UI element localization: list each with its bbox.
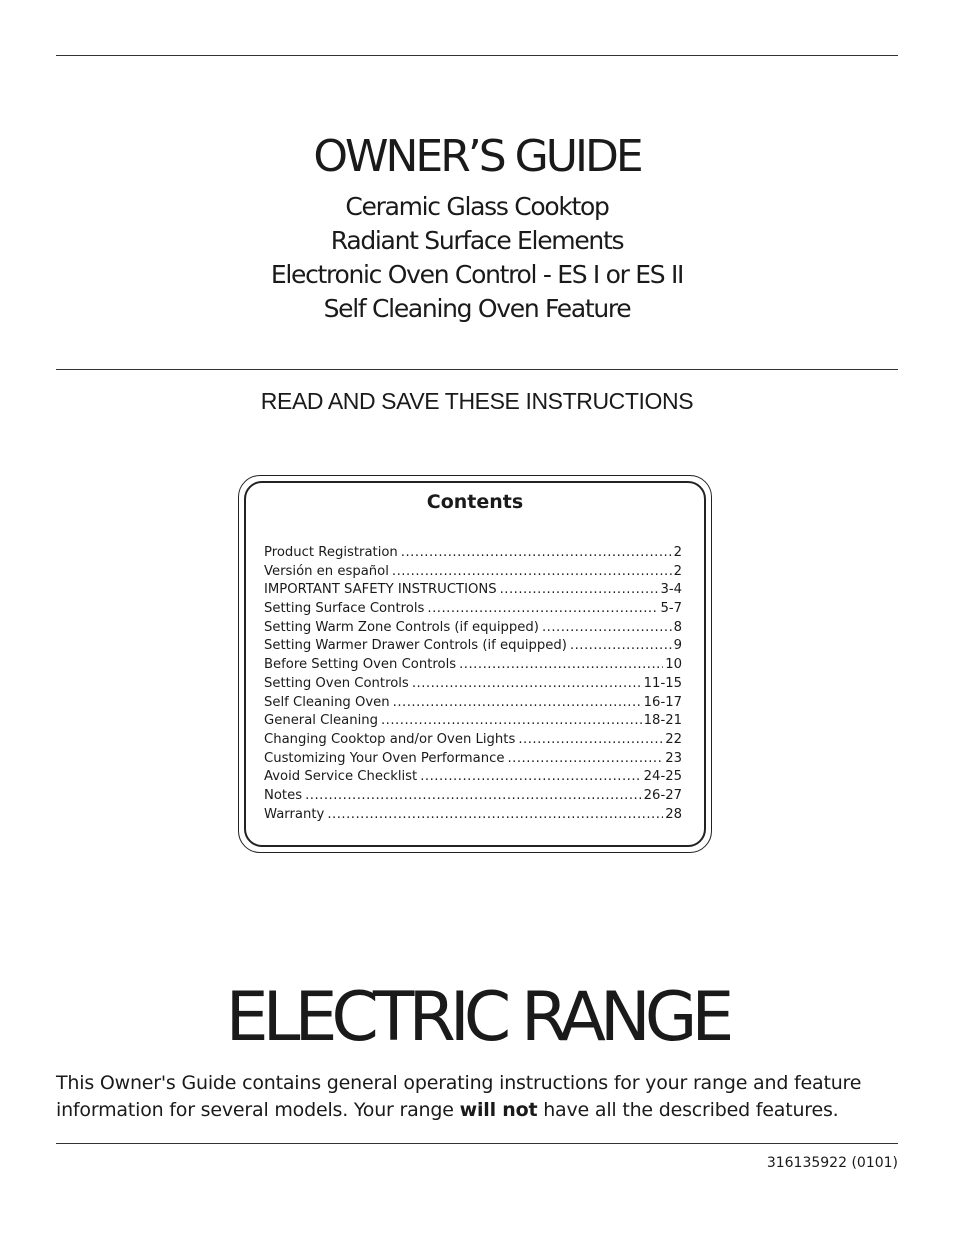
contents-item-page: 22 [665,731,682,747]
contents-item [264,806,682,825]
contents-item-label: Notes [264,787,303,803]
contents-item-label: Setting Oven Controls [264,675,409,691]
subtitle-cooktop: Ceramic Glass Cooktop [345,192,609,221]
contents-item [264,544,682,563]
contents-item [264,712,682,731]
contents-item-page: 2 [673,563,682,579]
contents-item [264,768,682,787]
document-number: 316135922 (0101) [766,1155,898,1171]
contents-item-leader-dots [500,581,659,600]
page-title: OWNER’S GUIDE [313,131,641,182]
contents-item-page: 10 [665,657,682,673]
intro-text-start: This Owner's Guide contains general operating instructions for your range and feature information for several models. Your range [56,1072,862,1121]
contents-item-page: 2 [673,545,682,560]
contents-item-label: Versión en español [264,563,389,579]
intro-text-end: have all the described features. [537,1098,839,1121]
contents-item-leader-dots [507,750,663,769]
contents-item [264,600,682,619]
contents-item-page: 11-15 [643,675,682,691]
bottom-divider [56,1143,898,1144]
contents-item-label: Setting Surface Controls [264,601,425,617]
contents-item-leader-dots [412,675,642,694]
contents-list [264,544,682,824]
contents-item-leader-dots [381,712,642,731]
contents-item [264,563,682,582]
contents-item-label: Setting Warmer Drawer Controls (if equipped) [264,638,567,654]
contents-item-label: Warranty [264,806,325,822]
contents-item-leader-dots [327,806,663,825]
contents-item-page: 3-4 [660,582,682,598]
contents-item [264,619,682,638]
contents-item-page: 24-25 [643,769,682,785]
contents-item-page: 5-7 [660,601,682,617]
contents-item [264,581,682,600]
contents-item-leader-dots [459,656,663,675]
contents-item [264,787,682,806]
product-title: ELECTRIC RANGE [225,978,729,1057]
contents-item [264,675,682,694]
subtitle-oven-control: Electronic Oven Control - ES I or ES II [270,260,684,289]
contents-item-leader-dots [420,768,641,787]
contents-item-page: 28 [665,806,682,822]
contents-item [264,637,682,656]
contents-item-label: Customizing Your Oven Performance [264,750,505,766]
contents-item-leader-dots [305,787,642,806]
read-save-notice: READ AND SAVE THESE INSTRUCTIONS [260,388,694,414]
contents-item-label: Changing Cooktop and/or Oven Lights [264,731,516,747]
contents-item-label: Before Setting Oven Controls [264,657,457,673]
contents-item-page: 23 [665,750,682,766]
subtitle-group [0,190,954,326]
contents-item-leader-dots [542,619,672,638]
contents-item-label: General Cleaning [264,713,378,729]
middle-divider [56,369,898,370]
contents-item-leader-dots [518,731,663,750]
contents-item-label: Product Registration [264,545,398,560]
contents-item-page: 16-17 [643,694,682,710]
subtitle-elements: Radiant Surface Elements [330,226,624,255]
contents-item [264,656,682,675]
top-divider [56,55,898,56]
contents-item-label: IMPORTANT SAFETY INSTRUCTIONS [264,582,497,598]
contents-item-leader-dots [393,694,642,713]
contents-item-label: Self Cleaning Oven [264,694,390,710]
contents-item-page: 8 [673,619,682,635]
contents-item [264,731,682,750]
contents-item-page: 26-27 [643,787,682,803]
contents-item-leader-dots [570,637,672,656]
contents-item-page: 9 [673,638,682,654]
contents-item-label: Setting Warm Zone Controls (if equipped) [264,619,539,635]
contents-item-leader-dots [427,600,658,619]
contents-item [264,750,682,769]
intro-emphasis: will not [459,1098,538,1121]
contents-item-leader-dots [392,563,672,582]
contents-heading: Contents [426,491,524,513]
contents-item-page: 18-21 [643,713,682,729]
contents-box [238,475,712,853]
subtitle-self-cleaning: Self Cleaning Oven Feature [323,294,631,323]
intro-paragraph [56,1070,906,1123]
contents-item-label: Avoid Service Checklist [264,769,418,785]
contents-item [264,694,682,713]
contents-item-leader-dots [401,544,672,563]
